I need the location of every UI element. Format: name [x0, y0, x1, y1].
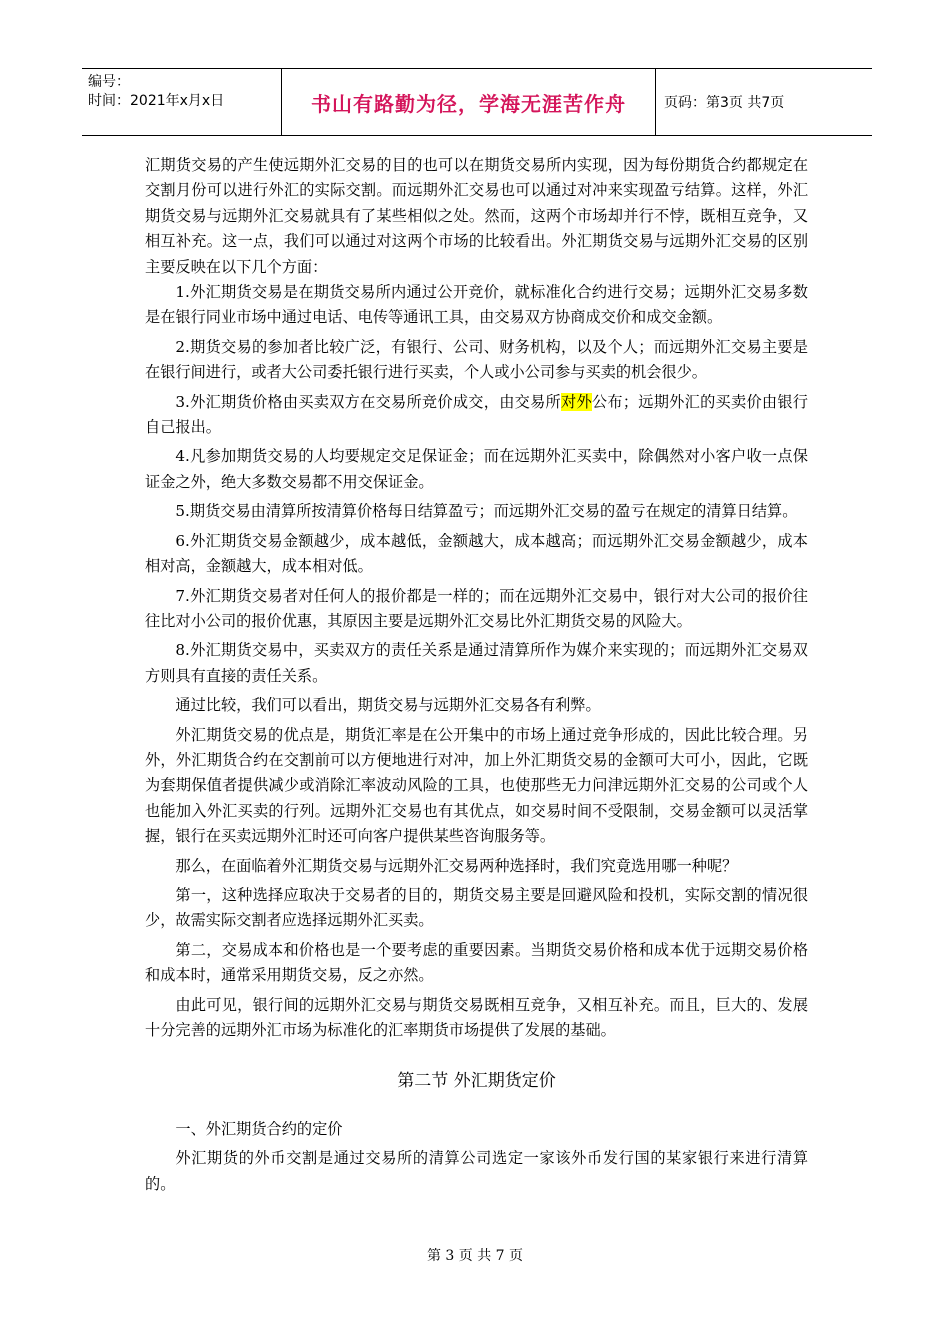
page-header	[82, 68, 872, 136]
list-item: 8.外汇期货交易中，买卖双方的责任关系是通过清算所作为媒介来实现的；而远期外汇交易双方则具有直接的责任关系。	[145, 641, 808, 685]
page-footer: 第 3 页 共 7 页	[426, 1248, 524, 1264]
paragraph: 由此可见，银行间的远期外汇交易与期货交易既相互竞争，又相互补充。而且，巨大的、发展十分完善的远期外汇市场为标准化的汇率期货市场提供了发展的基础。	[145, 995, 808, 1039]
text-run: 公布；远期外汇的买卖价由银行自己报出。	[145, 392, 808, 437]
highlighted-text: 对外	[561, 392, 592, 411]
document-body	[145, 153, 808, 1197]
list-item: 5.期货交易由清算所按清算价格每日结算盈亏；而远期外汇交易的盈亏在规定的清算日结算。	[175, 502, 798, 521]
header-slogan: 书山有路勤为径，学海无涯苦作舟	[282, 69, 656, 135]
list-item: 6.外汇期货交易金额越少，成本越低，金额越大，成本越高；而远期外汇交易金额越少，成本相对高，金额越大，成本相对低。	[145, 531, 808, 576]
list-item: 7.外汇期货交易者对任何人的报价都是一样的；而在远期外汇交易中，银行对大公司的报价往往比对小公司的报价优惠，其原因主要是远期外汇交易比外汇期货交易的风险大。	[145, 586, 808, 630]
text-run: 3.外汇期货价格由买卖双方在交易所竞价成交，由交易所	[175, 392, 562, 411]
paragraph: 汇期货交易的产生使远期外汇交易的目的也可以在期货交易所内实现，因为每份期货合约都规定在交割月份可以进行外汇的实际交割。而远期外汇交易也可以通过对冲来实现盈亏结算。这样，外汇期货交易与远期外汇交易就具有了某些相似之处。然而，这两个市场却并行不悖，既相互竞争，又相互补充。这一点，我们可以通过对这两个市场的比较看出。外汇期货交易与远期外汇交易的区别主要反映在以下几个方面：	[145, 156, 808, 276]
paragraph: 第一，这种选择应取决于交易者的目的，期货交易主要是回避风险和投机，实际交割的情况很少，故需实际交割者应选择远期外汇买卖。	[145, 885, 808, 930]
number-label: 编号：	[88, 74, 130, 90]
paragraph: 外汇期货的外币交割是通过交易所的清算公司选定一家该外币发行国的某家银行来进行清算的。	[145, 1149, 808, 1193]
paragraph: 通过比较，我们可以看出，期货交易与远期外汇交易各有利弊。	[175, 696, 601, 715]
list-item: 1.外汇期货交易是在期货交易所内通过公开竞价，就标准化合约进行交易；远期外汇交易多数是在银行同业市场中通过电话、电传等通讯工具，由交易双方协商成交价和成交金额。	[145, 283, 808, 327]
list-item	[145, 390, 808, 441]
list-item: 2.期货交易的参加者比较广泛，有银行、公司、财务机构，以及个人；而远期外汇交易主要是在银行间进行，或者大公司委托银行进行买卖，个人或小公司参与买卖的机会很少。	[145, 337, 808, 382]
list-item: 4.凡参加期货交易的人均要规定交足保证金；而在远期外汇买卖中，除偶然对小客户收一点保证金之外，绝大多数交易都不用交保证金。	[145, 447, 808, 491]
subheading: 一、外汇期货合约的定价	[175, 1119, 343, 1138]
paragraph: 那么，在面临着外汇期货交易与远期外汇交易两种选择时，我们究竟选用哪一种呢？	[175, 856, 738, 875]
header-meta	[82, 69, 282, 135]
paragraph: 第二，交易成本和价格也是一个要考虑的重要因素。当期货交易价格和成本优于远期交易价格和成本时，通常采用期货交易，反之亦然。	[145, 940, 808, 985]
paragraph: 外汇期货交易的优点是，期货汇率是在公开集中的市场上通过竞争形成的，因此比较合理。另外，外汇期货合约在交割前可以方便地进行对冲，加上外汇期货交易的金额可大可小，因此，它既为套期保值者提供减少或消除汇率波动风险的工具，也使那些无力问津远期外汇交易的公司或个人也能加入外汇买卖的行列。远期外汇交易也有其优点，如交易时间不受限制，交易金额可以灵活掌握，银行在买卖远期外汇时还可向客户提供某些咨询服务等。	[145, 725, 808, 846]
section-title: 第二节 外汇期货定价	[397, 1071, 556, 1092]
header-page-label: 页码：第3页 共7页	[664, 95, 785, 111]
date-label: 时间：2021年x月x日	[88, 93, 225, 109]
